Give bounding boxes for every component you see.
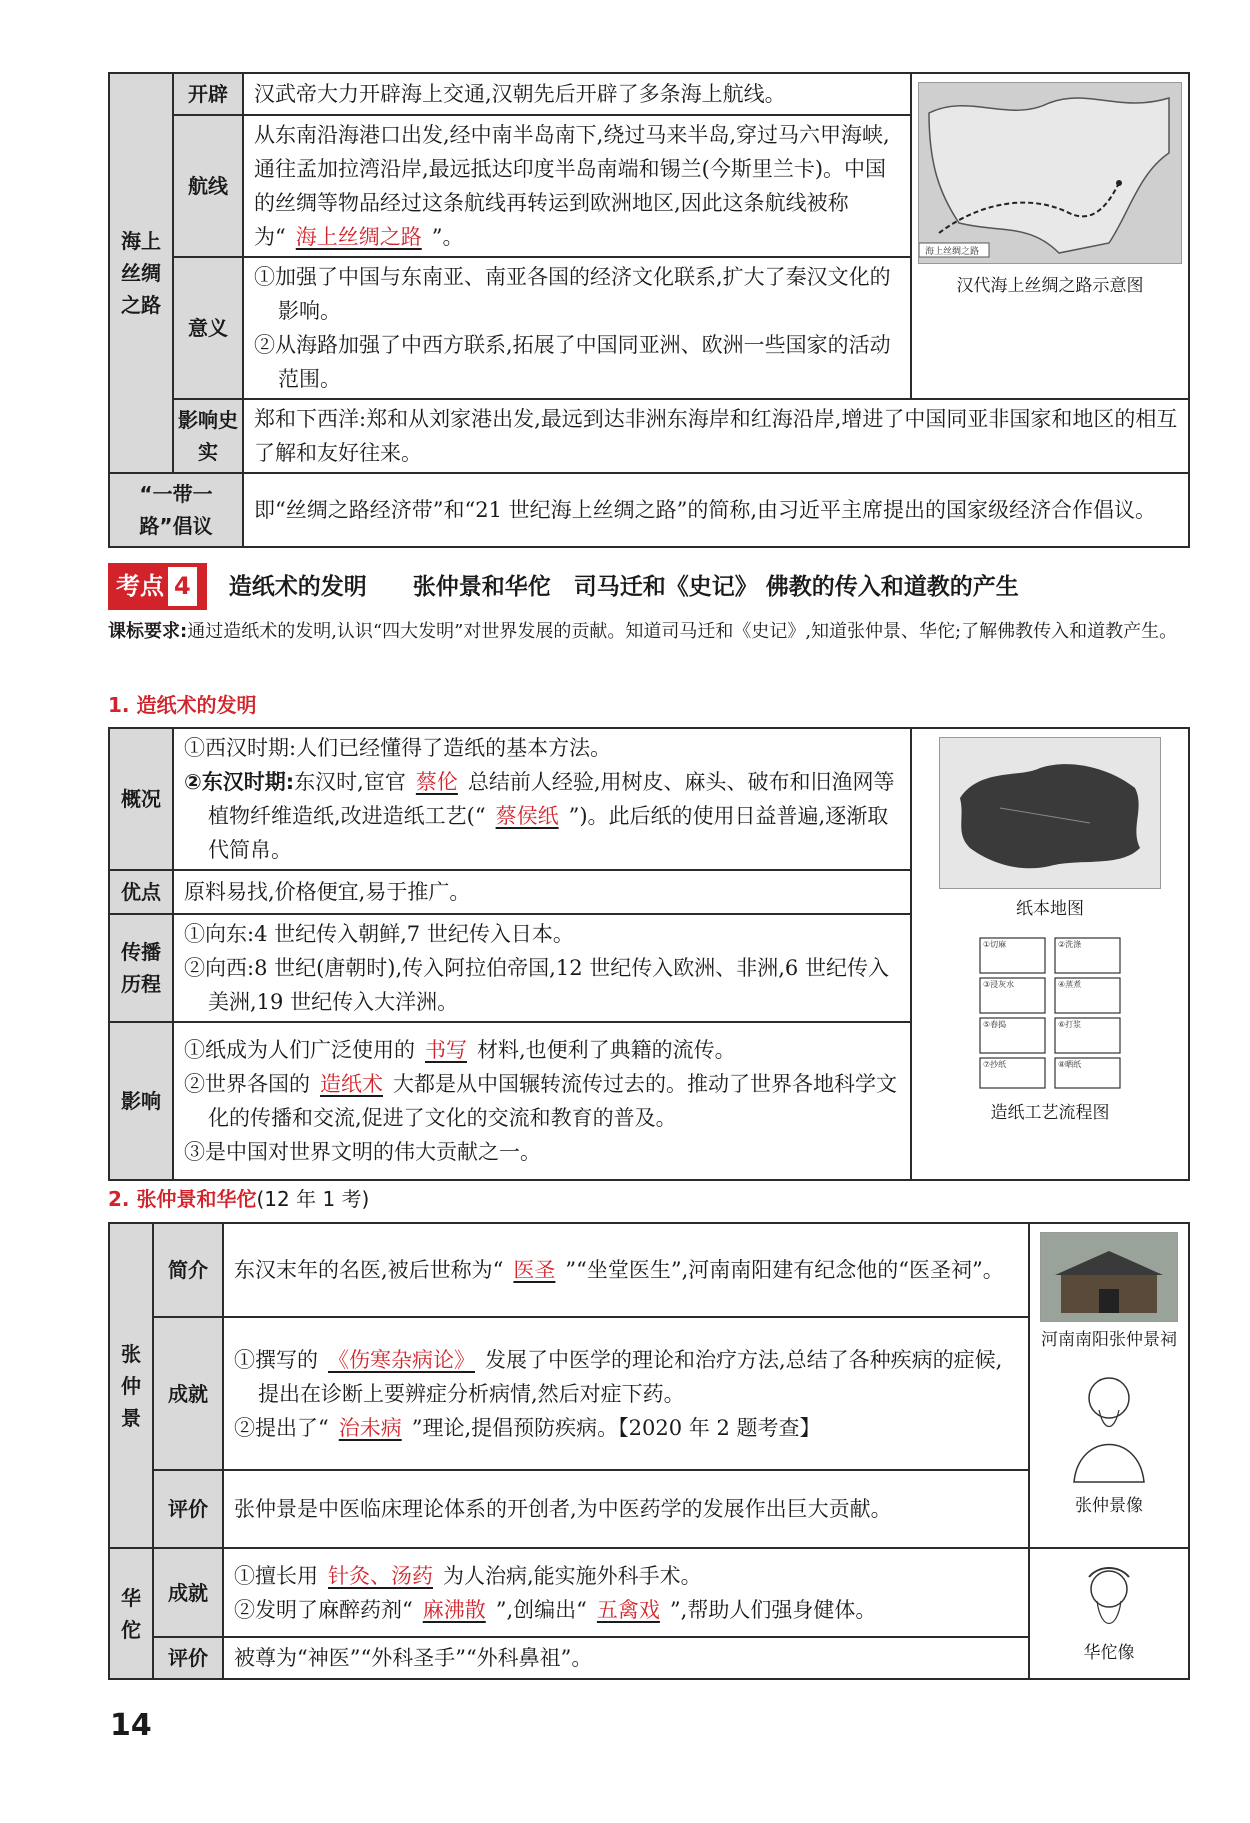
hua1-a: ①擅长用 — [234, 1563, 318, 1588]
row-text-kaipi: 汉武帝大力开辟海上交通,汉朝先后开辟了多条海上航线。 — [243, 73, 911, 115]
hua-label: 华佗 — [109, 1548, 153, 1679]
requirement-label: 课标要求: — [108, 621, 188, 642]
impact-2b: 大都是从中国辗转流传过去的。推动了世界各地科学文化的传播和交流,促进了文化的交流和教育的普及。 — [208, 1072, 897, 1131]
row-label-shishi: 影响史实 — [173, 399, 243, 473]
zhang-temple-image — [1040, 1232, 1178, 1322]
answer-mafeisan: 麻沸散 — [422, 1597, 486, 1622]
process-step-6: ⑥打浆 — [1058, 1019, 1082, 1029]
ach-item-2 — [234, 1411, 1018, 1445]
paper-map-caption: 纸本地图 — [1016, 899, 1084, 919]
answer-cailun: 蔡伦 — [415, 770, 458, 795]
intro-b: ”“坐堂医生”,河南南阳建有纪念他的“医圣祠”。 — [565, 1258, 1004, 1283]
zhang-images-cell — [1029, 1223, 1189, 1548]
ach1-a: ①撰写的 — [234, 1347, 318, 1372]
spread-item-1: ①向东:4 世纪传入朝鲜,7 世纪传入日本。 — [184, 922, 574, 947]
answer-shuxie: 书写 — [425, 1038, 467, 1063]
curriculum-requirement — [108, 617, 1188, 647]
answer-zhenjiu: 针灸、汤药 — [328, 1563, 433, 1588]
zhang-temple-caption: 河南南阳张仲景祠 — [1041, 1330, 1177, 1350]
impact-2a: ②世界各国的 — [184, 1072, 310, 1097]
answer-zaozhishu: 造纸术 — [320, 1072, 383, 1097]
hua-ach-item-1 — [234, 1559, 1018, 1593]
gaikuang-2-b: 总结前人经验,用树皮、麻头、破布和旧渔网等植物纤维造纸,改进造纸工艺(“ — [208, 770, 895, 829]
intro-a: 东汉末年的名医,被后世称为“ — [234, 1258, 504, 1283]
map-caption: 汉代海上丝绸之路示意图 — [956, 276, 1144, 296]
process-step-5: ⑤舂捣 — [983, 1019, 1007, 1029]
hua2-c: ”,帮助人们强身健体。 — [669, 1597, 877, 1622]
hua2-b: ”,创编出“ — [495, 1597, 587, 1622]
belt-road-text: 即“丝绸之路经济带”和“21 世纪海上丝绸之路”的简称,由习近平主席提出的国家级经济合作倡议。 — [243, 473, 1189, 547]
hangxian-text: 从东南沿海港口出发,经中南半岛南下,绕过马来半岛,穿过马六甲海峡,通往孟加拉湾沿岸,最远抵达印度半岛南端和锡兰(今斯里兰卡)。中国的丝绸等物品经过这条航线再转运到欧洲地区,因此这条航线被称为“ — [254, 123, 890, 250]
spread-label: 传播历程 — [109, 914, 173, 1022]
hua2-a: ②发明了麻醉药剂“ — [234, 1597, 413, 1622]
zhang-label: 张仲景 — [109, 1223, 153, 1548]
map-legend: 海上丝绸之路 — [925, 247, 980, 257]
gaikuang-item-2 — [184, 765, 900, 867]
paper-images-cell — [911, 728, 1189, 1180]
zhang-hua-table — [108, 1222, 1190, 1680]
row-text-yiyi — [243, 257, 911, 399]
answer-caihouzhi: 蔡侯纸 — [495, 804, 559, 829]
hua-eval-text: 被尊为“神医”“外科圣手”“外科鼻祖”。 — [223, 1637, 1029, 1679]
ach-text — [223, 1317, 1029, 1470]
gaikuang-2-a: 东汉时,宦官 — [294, 770, 406, 795]
zhang-eval-label: 评价 — [153, 1470, 223, 1548]
impact-text — [173, 1022, 911, 1180]
process-step-2: ②洗涤 — [1058, 939, 1082, 949]
belt-road-label: “一带一路”倡议 — [109, 473, 243, 547]
answer-yisheng: 医圣 — [513, 1258, 556, 1283]
youdian-label: 优点 — [109, 870, 173, 914]
yiyi-item-1: ①加强了中国与东南亚、南亚各国的经济文化联系,扩大了秦汉文化的影响。 — [254, 265, 891, 324]
ach1-b: 发展了中医学的理论和治疗方法,总结了各种疾病的症候,提出在诊断上要辨症分析病情,然后对症下药。 — [258, 1347, 1003, 1406]
ach2-a: ②提出了“ — [234, 1415, 329, 1440]
hua-ach-label: 成就 — [153, 1548, 223, 1636]
answer-wuqinxi: 五禽戏 — [596, 1597, 660, 1622]
answer-maritime-silk-road: 海上丝绸之路 — [295, 225, 422, 250]
silk-road-group-label: 海上丝绸之路 — [109, 73, 173, 473]
papermaking-process-caption: 造纸工艺流程图 — [990, 1102, 1110, 1123]
papermaking-process-image — [975, 933, 1125, 1093]
hua-eval-label: 评价 — [153, 1637, 223, 1679]
zhang-portrait-caption: 张仲景像 — [1075, 1495, 1143, 1516]
silk-road-table — [108, 72, 1190, 548]
hua-portrait-caption: 华佗像 — [1083, 1643, 1135, 1664]
row-text-shishi: 郑和下西洋:郑和从刘家港出发,最远到达非洲东海岸和红海沿岸,增进了中国同亚非国家和地区的相互了解和友好往来。 — [243, 399, 1189, 473]
hua-image-cell — [1029, 1548, 1189, 1679]
ach-item-1 — [234, 1343, 1018, 1411]
requirement-text: 通过造纸术的发明,认识“四大发明”对世界发展的贡献。知道司马迁和《史记》,知道张仲景、华佗;了解佛教传入和道教产生。 — [187, 621, 1178, 642]
kaodian-number: 4 — [166, 565, 199, 608]
zhang-portrait-image — [1054, 1362, 1164, 1490]
spread-item-2: ②向西:8 世纪(唐朝时),传入阿拉伯帝国,12 世纪传入欧洲、非洲,6 世纪传入美洲,19 世纪传入大洋洲。 — [184, 956, 889, 1015]
zhang-hua-heading-text: 2. 张仲景和华佗 — [108, 1187, 257, 1211]
process-step-8: ⑧晒纸 — [1058, 1059, 1082, 1069]
gaikuang-label: 概况 — [109, 728, 173, 870]
impact-label: 影响 — [109, 1022, 173, 1180]
impact-1a: ①纸成为人们广泛使用的 — [184, 1038, 415, 1063]
kaodian-badge — [108, 563, 207, 610]
gaikuang-text — [173, 728, 911, 870]
page-number: 14 — [110, 1708, 152, 1743]
row-label-kaipi: 开辟 — [173, 73, 243, 115]
impact-item-2 — [184, 1067, 900, 1135]
gaikuang-item-1: ①西汉时期:人们已经懂得了造纸的基本方法。 — [184, 736, 612, 760]
kaodian-badge-text: 考点 — [116, 572, 164, 600]
process-step-3: ③浸灰水 — [983, 979, 1015, 989]
row-label-hangxian: 航线 — [173, 115, 243, 257]
answer-shanghan: 《伤寒杂病论》 — [328, 1347, 475, 1372]
kaodian-heading — [108, 563, 1019, 610]
impact-1b: 材料,也便利了典籍的流传。 — [477, 1038, 736, 1063]
intro-text — [223, 1223, 1029, 1317]
zhang-hua-heading — [108, 1183, 369, 1215]
row-text-hangxian — [243, 115, 911, 257]
spread-text — [173, 914, 911, 1022]
answer-zhiweibing: 治未病 — [338, 1415, 402, 1440]
ach-label: 成就 — [153, 1317, 223, 1470]
process-step-4: ④蒸煮 — [1058, 979, 1082, 989]
paper-map-image — [939, 737, 1161, 889]
kaodian-title: 造纸术的发明 张仲景和华佗 司马迁和《史记》 佛教的传入和道教的产生 — [228, 574, 1019, 600]
process-step-1: ①切麻 — [983, 939, 1007, 949]
youdian-text: 原料易找,价格便宜,易于推广。 — [173, 870, 911, 914]
paper-heading: 1. 造纸术的发明 — [108, 693, 257, 717]
impact-item-3: ③是中国对世界文明的伟大贡献之一。 — [184, 1140, 541, 1165]
gaikuang-2-prefix: ②东汉时期: — [184, 770, 295, 795]
silk-road-map-cell — [911, 73, 1189, 399]
hua-ach-item-2 — [234, 1593, 1018, 1627]
paper-table — [108, 727, 1190, 1181]
gaikuang-2-c: ”)。此后纸的使用日益普遍,逐渐取代简帛。 — [208, 804, 889, 863]
row-label-yiyi: 意义 — [173, 257, 243, 399]
hangxian-text-end: ”。 — [431, 225, 464, 250]
silk-road-map-image — [918, 82, 1182, 264]
impact-item-1 — [184, 1033, 900, 1067]
hua-ach-text — [223, 1548, 1029, 1636]
zhang-hua-heading-note: (12 年 1 考) — [256, 1187, 370, 1211]
ach2-b: ”理论,提倡预防疾病。【2020 年 2 题考查】 — [411, 1415, 821, 1440]
zhang-eval-text: 张仲景是中医临床理论体系的开创者,为中医药学的发展作出巨大贡献。 — [223, 1470, 1029, 1548]
hua-portrait-image — [1059, 1557, 1159, 1641]
hua1-b: 为人治病,能实施外科手术。 — [443, 1563, 702, 1588]
process-step-7: ⑦抄纸 — [983, 1059, 1007, 1069]
yiyi-item-2: ②从海路加强了中西方联系,拓展了中国同亚洲、欧洲一些国家的活动范围。 — [254, 333, 891, 392]
intro-label: 简介 — [153, 1223, 223, 1317]
